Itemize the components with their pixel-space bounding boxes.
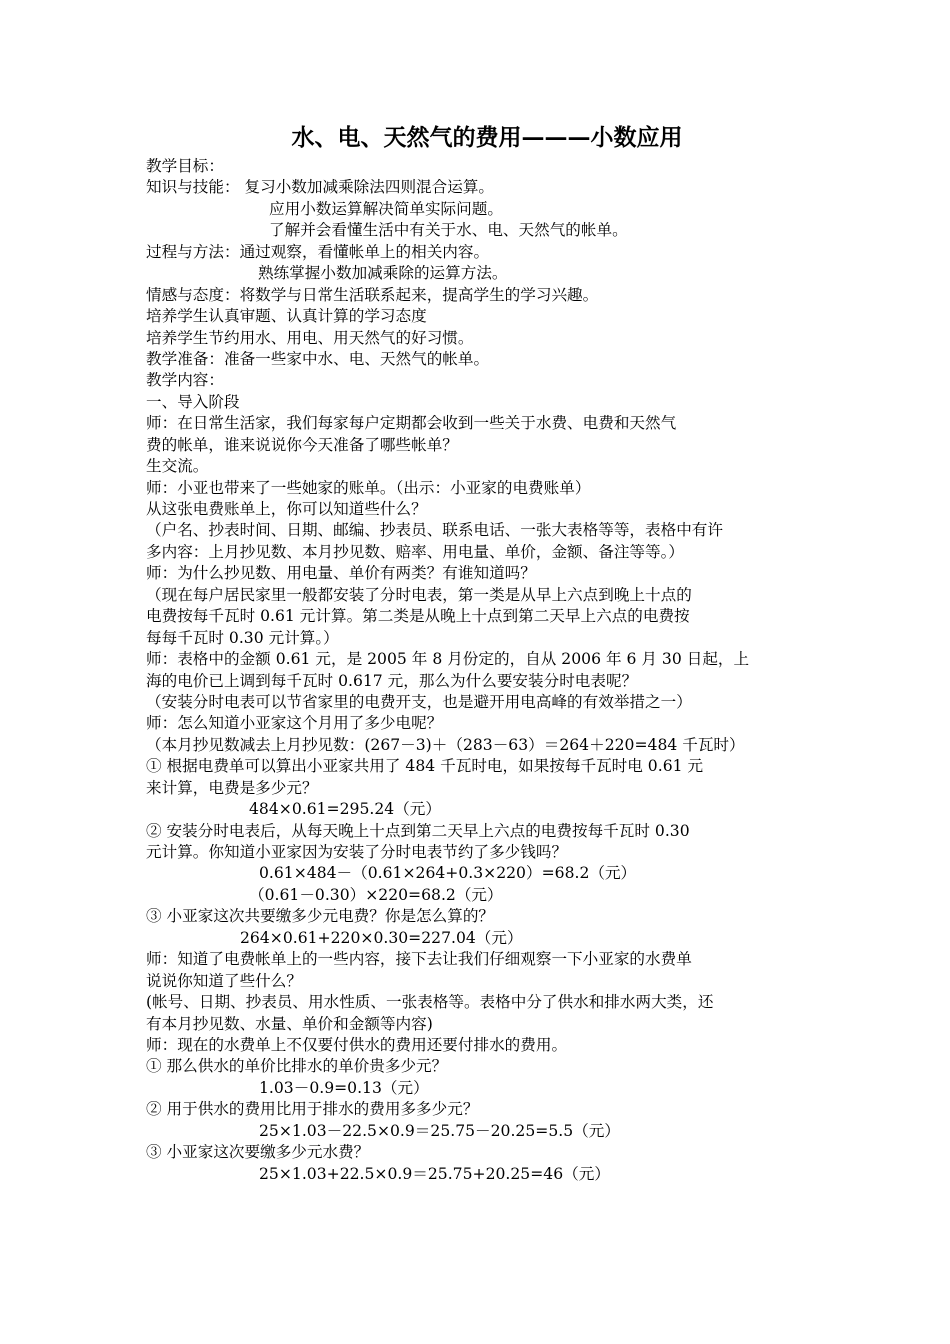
calculation-line: 25×1.03+22.5×0.9＝25.75+20.25=46（元） <box>259 1164 610 1183</box>
teaching-preparation: 教学准备：准备一些家中水、电、天然气的帐单。 <box>146 349 490 368</box>
calculation-line: （0.61－0.30）×220=68.2（元） <box>249 885 503 904</box>
paragraph-line: (帐号、日期、抄表员、用水性质、一张表格等。表格中分了供水和排水两大类，还 <box>146 993 714 1012</box>
goal-attitude-2: 培养学生认真审题、认真计算的学习态度 <box>146 307 427 326</box>
goal-knowledge-1: 知识与技能： 复习小数加减乘除法四则混合运算。 <box>146 178 495 197</box>
document-title: 水、电、天然气的费用———小数应用 <box>291 124 683 151</box>
paragraph-line: 师：小亚也带来了一些她家的账单。（出示：小亚家的电费账单） <box>146 478 591 497</box>
goal-knowledge-2: 应用小数运算解决简单实际问题。 <box>269 199 503 218</box>
paragraph-line: 师：在日常生活家，我们每家每户定期都会收到一些关于水费、电费和天然气 <box>146 414 677 433</box>
paragraph-line: 生交流。 <box>146 457 209 476</box>
paragraph-line: 有本月抄见数、水量、单价和金额等内容) <box>146 1014 433 1033</box>
goal-knowledge-3: 了解并会看懂生活中有关于水、电、天然气的帐单。 <box>269 221 628 240</box>
paragraph-line: 海的电价已上调到每千瓦时 0.617 元，那么为什么要安装分时电表呢？ <box>146 671 638 690</box>
calculation-line: 484×0.61=295.24（元） <box>249 800 441 819</box>
section-heading-intro: 一、导入阶段 <box>146 392 240 411</box>
paragraph-line: （安装分时电表可以节省家里的电费开支，也是避开用电高峰的有效举措之一） <box>146 692 692 711</box>
calculation-line: 1.03－0.9=0.13（元） <box>259 1078 429 1097</box>
paragraph-line: （现在每户居民家里一般都安装了分时电表，第一类是从早上六点到晚上十点的 <box>146 585 692 604</box>
paragraph-line: 从这张电费账单上，你可以知道些什么？ <box>146 500 427 518</box>
question-line: ② 安装分时电表后，从每天晚上十点到第二天早上六点的电费按每千瓦时 0.30 <box>146 821 690 840</box>
paragraph-line: 师：现在的水费单上不仅要付供水的费用还要付排水的费用。 <box>146 1035 568 1054</box>
document-page <box>146 120 816 1185</box>
goal-process-1: 过程与方法：通过观察，看懂帐单上的相关内容。 <box>146 242 490 261</box>
paragraph-line: （本月抄见数减去上月抄见数：(267－3)＋（283－63）＝264＋220=484 千瓦时） <box>146 735 745 754</box>
calculation-line: 25×1.03－22.5×0.9＝25.75－20.25=5.5（元） <box>259 1121 620 1140</box>
question-line: ① 那么供水的单价比排水的单价贵多少元？ <box>146 1057 448 1076</box>
question-line: 元计算。你知道小亚家因为安装了分时电表节约了多少钱吗？ <box>146 843 568 861</box>
goal-attitude-1: 情感与态度：将数学与日常生活联系起来，提高学生的学习兴趣。 <box>146 285 599 304</box>
paragraph-line: 说说你知道了些什么？ <box>146 971 302 990</box>
question-line: ③ 小亚家这次共要缴多少元电费？你是怎么算的？ <box>146 907 495 926</box>
goal-attitude-3: 培养学生节约用水、用电、用天然气的好习惯。 <box>146 328 474 347</box>
paragraph-line: 每每千瓦时 0.30 元计算。） <box>146 628 339 647</box>
question-line: ③ 小亚家这次要缴多少元水费？ <box>146 1143 370 1162</box>
goal-process-2: 熟练掌握小数加减乘除的运算方法。 <box>258 264 508 283</box>
question-line: 来计算，电费是多少元？ <box>146 778 318 797</box>
paragraph-line: 师：知道了电费帐单上的一些内容，接下去让我们仔细观察一下小亚家的水费单 <box>146 950 692 969</box>
question-line: ① 根据电费单可以算出小亚家共用了 484 千瓦时电，如果按每千瓦时电 0.61 元 <box>146 757 704 776</box>
question-line: ② 用于供水的费用比用于排水的费用多多少元？ <box>146 1100 479 1119</box>
section-heading-content: 教学内容： <box>146 371 224 390</box>
paragraph-line: 多内容：上月抄见数、本月抄见数、赔率、用电量、单价，金额、备注等等。） <box>146 542 684 561</box>
paragraph-line: 电费按每千瓦时 0.61 元计算。第二类是从晚上十点到第二天早上六点的电费按 <box>146 607 690 626</box>
paragraph-line: 师：表格中的金额 0.61 元，是 2005 年 8 月份定的，自从 2006 年 6 月 30 日起，上 <box>146 650 750 669</box>
paragraph-line: 师：为什么抄见数、用电量、单价有两类？有谁知道吗？ <box>146 564 536 583</box>
calculation-line: 264×0.61+220×0.30=227.04（元） <box>240 928 523 947</box>
paragraph-line: （户名、抄表时间、日期、邮编、抄表员、联系电话、一张大表格等等，表格中有许 <box>146 521 723 540</box>
section-heading-goals: 教学目标： <box>146 157 224 175</box>
paragraph-line: 师：怎么知道小亚家这个月用了多少电呢？ <box>146 714 443 733</box>
calculation-line: 0.61×484－（0.61×264+0.3×220）=68.2（元） <box>259 864 637 883</box>
paragraph-line: 费的帐单，谁来说说你今天准备了哪些帐单？ <box>146 435 458 454</box>
